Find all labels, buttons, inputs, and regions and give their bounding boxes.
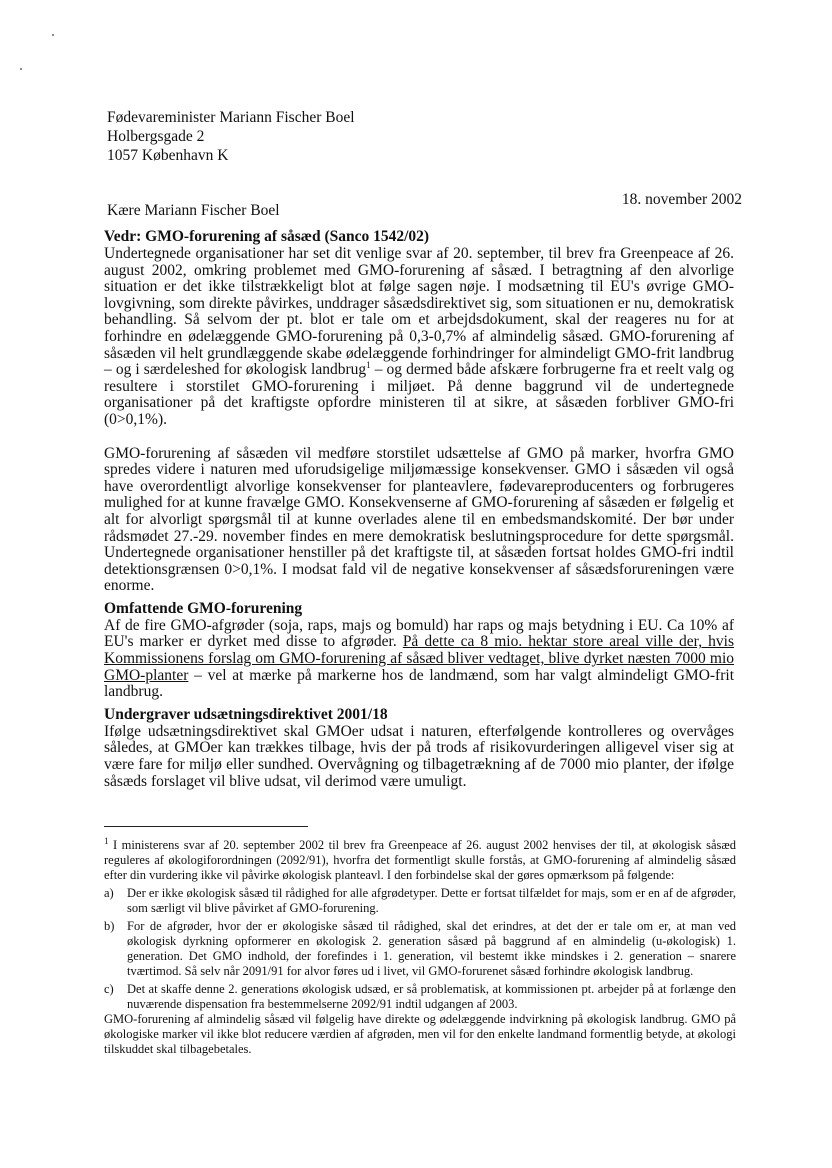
section-heading-directive: Undergraver udsætningsdirektivet 2001/18: [104, 705, 388, 723]
underlined-passage: På dette ca 8 mio. hektar store areal ville der, hvis Kommissionens forslag om GMO-forurening af såsæd bliver vedtaget, blive dyrket næsten 7000 mio GMO-planter: [104, 633, 734, 684]
footnote-item: b) For de afgrøder, hvor der er økologiske såsæd til rådighed, skal det erindres, at det der er tale om er, at man ved økologisk dyrkning opformerer en økologisk 2. generation såsæd på baggrund af en almindelig (u-økologisk) 1. generation. Det GMO indhold, der forefindes i 1. generation, vil bestemt ikke mindskes i 2. generation – snarere tværtimod. Så selv når 2091/91 for alvor føres ud i livet, vil GMO-forurenet såsæd forhindre økologisk landbrug.: [104, 919, 736, 978]
recipient-address: [107, 108, 355, 165]
letter-date: 18. november 2002: [621, 191, 742, 208]
footnote-mark: 1: [104, 835, 109, 846]
section-heading-contamination: Omfattende GMO-forurening: [104, 599, 303, 617]
scan-speck: [20, 68, 22, 70]
paragraph-intro: Undertegnede organisationer har set dit venlige svar af 20. september, til brev fra Greenpeace af 26. august 2002, omkring problemet med GMO-forurening af såsæd. I betragtning af den alvorlige situation er det ikke tilstrækkeligt blot at følge sagen nøje. I modsætning til EU's øvrige GMO-lovgivning, som direkte påvirkes, unddrager såsædsdirektivet sig, som situationen er nu, demokratisk behandling. Så selvom der pt. blot er tale om et arbejdsdokument, skal der reageres nu for at forhindre en ødelæggende GMO-forurening på 0,3-0,7% af almindelig såsæd. GMO-forurening af såsæden vil helt grundlæggende skabe ødelæggende forhindringer for almindeligt GMO-frit landbrug – og i særdeleshed for økologisk landbrug$^1$ – og dermed både afskære forbrugerne fra et reelt valg og resultere i storstilet GMO-forurening i miljøet. På denne baggrund vil de undertegnede organisationer på det kraftigste opfordre ministeren til at sikre, at såsæden forbliver GMO-fri (0>0,1%).: [104, 245, 734, 428]
address-line-name: Fødevareminister Mariann Fischer Boel: [107, 109, 355, 126]
address-line-city: 1057 København K: [107, 147, 229, 164]
letter-body: [104, 228, 734, 790]
footnote-intro: $^1$ I ministerens svar af 20. september 2002 til brev fra Greenpeace af 26. august 2002 henvises der til, at økologisk såsæd reguleres af økologiforordningen (2092/91), hvorfra det formentligt skulle forstås, at GMO-forurening af almindelig såsæd efter din vurdering ikke vil påvirke økologisk planteavl. I den forbindelse skal der gøres opmærksom på følgende:: [104, 835, 736, 882]
address-line-street: Holbergsgade 2: [107, 128, 205, 145]
paragraph-consequences: GMO-forurening af såsæden vil medføre storstilet udsættelse af GMO på marker, hvorfra GMO spredes videre i naturen med uforudsigelige miljømæssige konsekvenser. GMO i såsæden vil også have overordentligt alvorlige konsekvenser for planteavlere, fødevareproducenters og forbrugeres mulighed for at kunne fravælge GMO. Konsekvenserne af GMO-forurening af såsæden er følgelig et alt for alvorligt spørgsmål til at kunne overlades alene til en embedsmandskomité. Der bør under rådsmødet 27.-29. november findes en mere demokratisk beslutningsprocedure for dette spørgsmål. Undertegnede organisationer henstiller på det kraftigste til, at såsæden fortsat holdes GMO-fri indtil detektionsgrænsen 0>0,1%. I modsat fald vil de negative konsekvenser af såsædsforureningen være enorme.: [104, 444, 734, 595]
salutation: Kære Mariann Fischer Boel: [107, 202, 280, 219]
footnote-closing: GMO-forurening af almindelig såsæd vil følgelig have direkte og ødelæggende indvirkning på økologisk landbrug. GMO på økologiske marker vil ikke blot reducere værdien af afgrøden, men vil for den enkelte landmand formentlig betyde, at økologi tilskuddet skal tilbagebetales.: [104, 1012, 736, 1056]
footnote-item: a) Der er ikke økologisk såsæd til rådighed for alle afgrødetyper. Dette er fortsat tilfældet for majs, som er en af de afgrøder, som særligt vil blive påvirket af GMO-forurening.: [104, 886, 736, 915]
subject-heading: Vedr: GMO-forurening af såsæd (Sanco 1542/02): [104, 228, 430, 245]
scan-speck: [52, 34, 54, 36]
footnote-divider: [104, 826, 308, 827]
paragraph-contamination: Af de fire GMO-afgrøder (soja, raps, majs og bomuld) har raps og majs betydning i EU. Ca 10% af EU's marker er dyrket med disse to afgrøder. På dette ca 8 mio. hektar store areal ville der, hvis Kommissionens forslag om GMO-forurening af såsæd bliver vedtaget, blive dyrket næsten 7000 mio GMO-planter – vel at mærke på markerne hos de landmænd, som har valgt almindeligt GMO-frit landbrug.: [104, 616, 734, 701]
footnote: [104, 835, 736, 1057]
footnote-ref: 1: [366, 360, 371, 370]
footnote-item: c) Det at skaffe denne 2. generations økologisk udsæd, er så problematisk, at kommissionen pt. arbejder på at forlænge den nuværende dispensation fra bestemmelserne 2092/91 indtil udgangen af 2003.: [104, 982, 736, 1011]
paragraph-directive: Ifølge udsætningsdirektivet skal GMOer udsat i naturen, efterfølgende kontrolleres og overvåges således, at GMOer kan trækkes tilbage, hvis der på trods af risikovurderingen alligevel viser sig at være fare for miljø eller sundhed. Overvågning og tilbagetrækning af de 7000 mio planter, der ifølge såsæds forslaget vil blive udsat, vil derimod være umuligt.: [104, 722, 734, 790]
